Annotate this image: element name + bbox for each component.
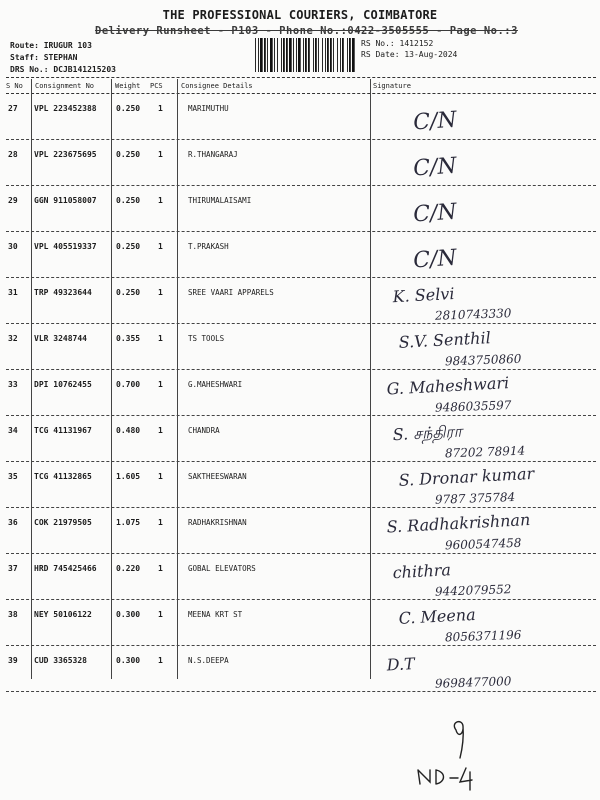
drs-value: DCJB141215203 [53, 65, 116, 74]
row-pcs: 1 [158, 472, 163, 481]
table-row [0, 370, 600, 416]
row-consignee-name: MEENA KRT ST [188, 610, 243, 619]
signature-phone: 2810743330 [434, 306, 512, 323]
row-consignee-name: THIRUMALAISAMI [188, 196, 252, 205]
row-consignment-no: NEY 50106122 [34, 610, 92, 619]
table-row [0, 140, 600, 186]
row-sno: 30 [8, 242, 18, 251]
table-row [0, 416, 600, 462]
signature-phone: 8056371196 [444, 627, 522, 645]
drs-label: DRS No.: [10, 65, 49, 74]
barcode-bar [267, 38, 268, 72]
row-weight: 0.355 [116, 334, 141, 343]
barcode-bar [342, 38, 344, 72]
col-header-weight: Weight [115, 82, 141, 90]
row-signature [375, 142, 595, 186]
row-consignment-no: TRP 49323644 [34, 288, 92, 297]
barcode-bar [283, 38, 285, 72]
barcode-bar [264, 38, 266, 72]
row-consignment-no: HRD 745425466 [34, 564, 97, 573]
row-consignment-no: VPL 223452388 [34, 104, 97, 113]
signature-name: C/N [412, 153, 458, 182]
signature-name: chithra [392, 560, 452, 583]
row-divider [6, 691, 596, 692]
row-consignee-name: CHANDRA [188, 426, 220, 435]
table-row [0, 232, 600, 278]
signature-name: S.V. Senthil [398, 328, 492, 352]
signature-name: S. சந்திரா [392, 421, 463, 445]
signature-phone: 87202 78914 [444, 443, 526, 461]
drs-line [10, 65, 116, 74]
row-consignee-name: TS TOOLS [188, 334, 225, 343]
row-consignee-name: N.S.DEEPA [188, 656, 229, 665]
barcode-bar [255, 38, 256, 72]
barcode-bar [315, 38, 317, 72]
row-signature [375, 648, 595, 692]
col-header-signature: Signature [373, 82, 411, 90]
rs-no-value: 1412152 [399, 39, 434, 48]
barcode-bar [277, 38, 278, 72]
row-sno: 37 [8, 564, 18, 573]
row-consignee-name: R.THANGARAJ [188, 150, 238, 159]
row-pcs: 1 [158, 334, 163, 343]
signature-phone: 9843750860 [444, 351, 522, 369]
barcode-bar [349, 38, 351, 72]
col-header-sno: S No [6, 82, 23, 90]
barcode-bar [308, 38, 310, 72]
staff-value: STEPHAN [43, 53, 78, 62]
row-weight: 0.700 [116, 380, 141, 389]
col-header-consignment: Consignment No [35, 82, 95, 90]
row-consignee-name: RADHAKRISHNAN [188, 518, 247, 527]
row-sno: 27 [8, 104, 18, 113]
barcode-bar [298, 38, 301, 72]
barcode-bar [293, 38, 294, 72]
row-consignment-no: COK 21979505 [34, 518, 92, 527]
table-row [0, 324, 600, 370]
row-pcs: 1 [158, 288, 163, 297]
signature-name: S. Radhakrishnan [386, 510, 531, 537]
runsheet-title: THE PROFESSIONAL COURIERS, COIMBATORE [162, 8, 438, 22]
row-weight: 0.250 [116, 288, 141, 297]
row-pcs: 1 [158, 104, 163, 113]
signature-name: C/N [412, 245, 458, 274]
barcode-bar [347, 38, 348, 72]
barcode-bar [289, 38, 292, 72]
rs-no-line [361, 39, 433, 48]
route-line [10, 41, 92, 50]
row-weight: 1.605 [116, 472, 141, 481]
row-pcs: 1 [158, 426, 163, 435]
staff-label: Staff: [10, 53, 39, 62]
row-pcs: 1 [158, 518, 163, 527]
barcode-bar [318, 38, 319, 72]
barcode-bar [330, 38, 332, 72]
barcode-bar [260, 38, 263, 72]
barcode-bar [305, 38, 307, 72]
barcode-image [255, 38, 355, 72]
row-sno: 35 [8, 472, 18, 481]
signature-name: G. Maheshwari [386, 373, 510, 399]
signature-name: S. Dronar kumar [398, 463, 535, 490]
row-sno: 28 [8, 150, 18, 159]
barcode-bar [274, 38, 275, 72]
row-consignment-no: DPI 10762455 [34, 380, 92, 389]
barcode-bar [325, 38, 326, 72]
route-label: Route: [10, 41, 39, 50]
row-weight: 0.480 [116, 426, 141, 435]
row-signature [375, 234, 595, 278]
handwritten-count [454, 722, 463, 758]
row-consignee-name: SREE VAARI APPARELS [188, 288, 274, 297]
table-row [0, 94, 600, 140]
row-pcs: 1 [158, 610, 163, 619]
row-consignment-no: VLR 3248744 [34, 334, 87, 343]
signature-phone: 9486035597 [434, 398, 512, 415]
row-sno: 31 [8, 288, 18, 297]
signature-name: C/N [412, 107, 458, 136]
table-row [0, 278, 600, 324]
barcode-bar [333, 38, 334, 72]
table-row [0, 186, 600, 232]
row-pcs: 1 [158, 196, 163, 205]
rs-date-line [361, 50, 457, 59]
header-divider [6, 77, 596, 78]
row-signature [375, 602, 595, 646]
row-signature [375, 464, 595, 508]
signature-name: K. Selvi [392, 283, 455, 307]
row-signature [375, 280, 595, 324]
row-weight: 0.250 [116, 150, 141, 159]
signature-phone: 9442079552 [434, 582, 512, 599]
row-sno: 38 [8, 610, 18, 619]
signature-name: C/N [412, 199, 458, 228]
barcode-bar [322, 38, 323, 72]
signature-phone: 9787 375784 [434, 489, 516, 507]
barcode-bar [313, 38, 314, 72]
signature-name: D.T [386, 654, 416, 675]
row-weight: 0.250 [116, 104, 141, 113]
row-signature [375, 418, 595, 462]
barcode-bar [303, 38, 304, 72]
row-signature [375, 96, 595, 140]
barcode-bar [281, 38, 282, 72]
row-consignment-no: TCG 41131967 [34, 426, 92, 435]
col-header-pcs: PCS [150, 82, 163, 90]
signature-phone: 9698477000 [434, 674, 512, 691]
rs-date-value: 13-Aug-2024 [404, 50, 458, 59]
row-consignment-no: TCG 41132865 [34, 472, 92, 481]
col-header-consignee: Consignee Details [181, 82, 253, 90]
table-row [0, 508, 600, 554]
row-consignee-name: GOBAL ELEVATORS [188, 564, 256, 573]
row-consignment-no: GGN 911058007 [34, 196, 97, 205]
row-sno: 39 [8, 656, 18, 665]
row-sno: 32 [8, 334, 18, 343]
barcode-bar [340, 38, 341, 72]
handwritten-note [418, 768, 472, 790]
row-sno: 29 [8, 196, 18, 205]
row-consignment-no: VPL 405519337 [34, 242, 97, 251]
handwritten-footer-notes [400, 712, 520, 792]
row-consignee-name: SAKTHEESWARAN [188, 472, 247, 481]
row-signature [375, 510, 595, 554]
row-pcs: 1 [158, 150, 163, 159]
row-signature [375, 372, 595, 416]
rs-date-label: RS Date: [361, 50, 400, 59]
barcode-bar [270, 38, 273, 72]
signature-phone: 9600547458 [444, 535, 522, 553]
barcode-bar [258, 38, 259, 72]
row-signature [375, 326, 595, 370]
table-row [0, 646, 600, 692]
row-signature [375, 188, 595, 232]
barcode-bar [327, 38, 329, 72]
row-sno: 36 [8, 518, 18, 527]
staff-line [10, 53, 77, 62]
row-consignment-no: VPL 223675695 [34, 150, 97, 159]
row-weight: 0.250 [116, 242, 141, 251]
table-row [0, 600, 600, 646]
table-row [0, 554, 600, 600]
signature-name: C. Meena [398, 604, 477, 628]
row-consignee-name: G.MAHESHWARI [188, 380, 243, 389]
row-consignee-name: MARIMUTHU [188, 104, 229, 113]
row-consignment-no: CUD 3365328 [34, 656, 87, 665]
barcode-bar [337, 38, 338, 72]
barcode-bar [352, 38, 355, 72]
row-pcs: 1 [158, 564, 163, 573]
barcode-bar [296, 38, 297, 72]
rs-no-label: RS No.: [361, 39, 395, 48]
runsheet-subtitle: Delivery Runsheet - P103 - Phone No.:0422-3505555 - Page No.:3 [95, 25, 518, 37]
row-weight: 0.300 [116, 610, 141, 619]
row-weight: 0.250 [116, 196, 141, 205]
row-weight: 1.075 [116, 518, 141, 527]
route-value: IRUGUR 103 [43, 41, 92, 50]
row-consignee-name: T.PRAKASH [188, 242, 229, 251]
row-weight: 0.220 [116, 564, 141, 573]
row-sno: 34 [8, 426, 18, 435]
row-pcs: 1 [158, 656, 163, 665]
barcode-bar [286, 38, 288, 72]
row-pcs: 1 [158, 242, 163, 251]
row-signature [375, 556, 595, 600]
row-sno: 33 [8, 380, 18, 389]
row-pcs: 1 [158, 380, 163, 389]
table-row [0, 462, 600, 508]
row-weight: 0.300 [116, 656, 141, 665]
